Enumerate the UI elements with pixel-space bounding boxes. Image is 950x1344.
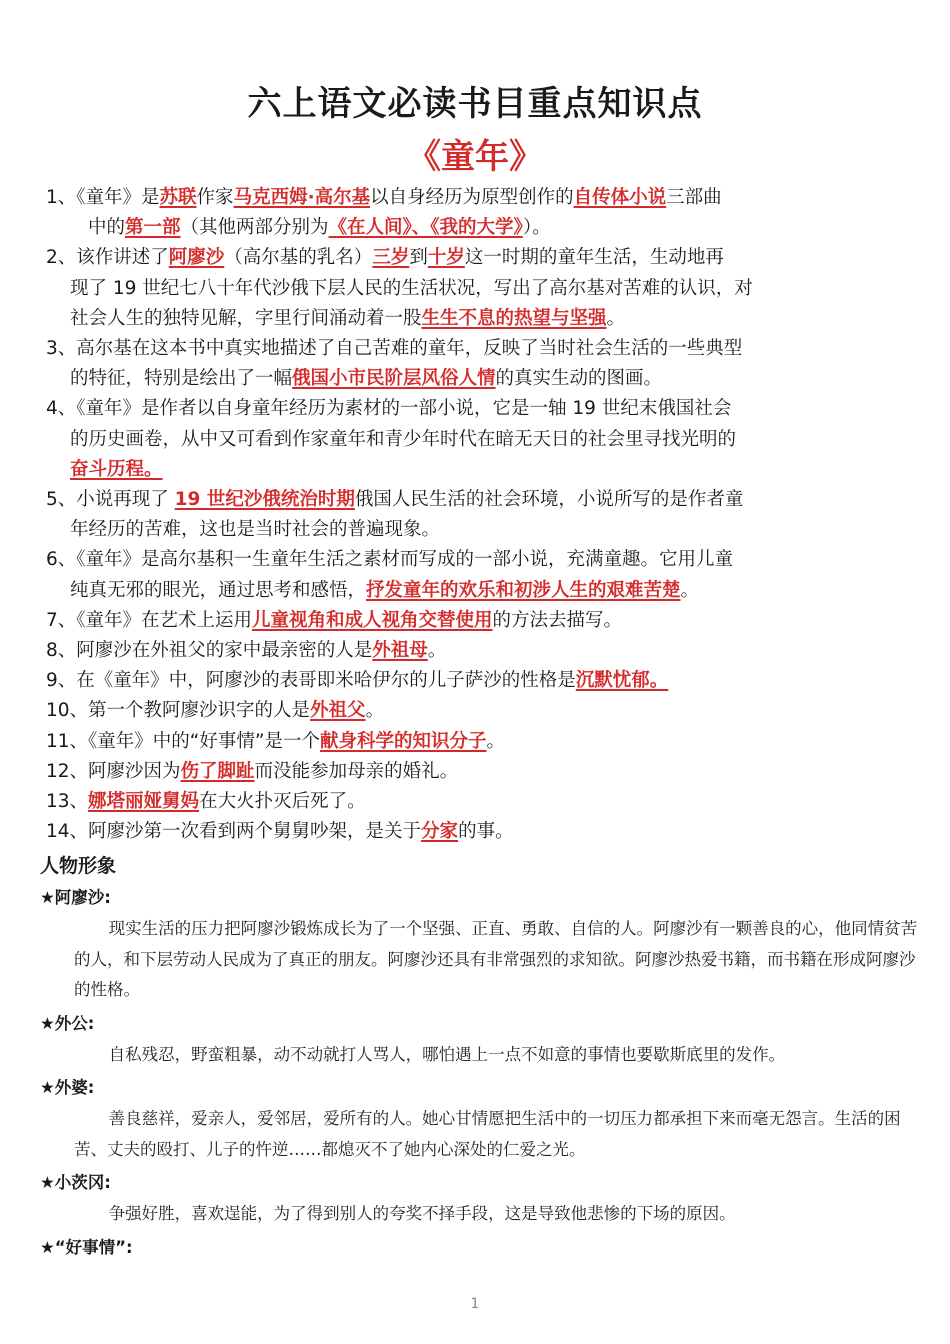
point-text: 2、该作讲述了 (46, 247, 169, 269)
point-text: 14、阿廖沙第一次看到两个舅舅吵架，是关于 (46, 821, 422, 843)
character-description: 善良慈祥，爱亲人，爱邻居，爱所有的人。她心甘情愿把生活中的一切压力都承担下来而毫无怨言。生活的困苦、丈夫的殴打、儿子的忤逆……都熄灭不了她内心深处的仁爱之光。 (74, 1109, 901, 1159)
point-line (46, 213, 906, 243)
highlight-text: 娜塔丽娅舅妈 (88, 791, 200, 813)
point-text: 以自身经历为原型创作的 (370, 187, 574, 208)
point-text: 社会人生的独特见解，字里行间涌动着一股 (70, 307, 422, 329)
point-text: 的历史画卷，从中又可看到作家童年和青少年时代在暗无天日的社会里寻找光明的 (70, 428, 737, 450)
point-line (46, 727, 906, 757)
point-line (46, 394, 906, 424)
highlight-text: 分家 (421, 821, 459, 843)
knowledge-point (46, 545, 906, 605)
knowledge-point (46, 817, 906, 847)
point-text: 。 (680, 579, 700, 601)
point-text: ）。 (522, 217, 551, 239)
highlight-text: 三岁 (372, 247, 410, 269)
knowledge-point (46, 334, 906, 394)
point-line (46, 757, 906, 787)
highlight-text: 外祖父 (310, 700, 366, 722)
point-text: 三部曲 (666, 187, 722, 208)
knowledge-point (46, 696, 906, 726)
point-line (46, 576, 906, 606)
point-text: 12、阿廖沙因为 (46, 760, 181, 782)
point-line (46, 787, 906, 817)
knowledge-point (46, 606, 906, 636)
point-text: 作家 (196, 187, 234, 208)
highlight-text: 19 世纪沙俄统治时期 (174, 489, 355, 511)
book-title: 《童年》 (407, 137, 543, 177)
point-text: 。 (427, 640, 447, 662)
knowledge-point (46, 666, 906, 696)
character-description: 争强好胜，喜欢逞能，为了得到别人的夸奖不择手段，这是导致他悲惨的下场的原因。 (108, 1204, 736, 1223)
knowledge-point (46, 636, 906, 666)
character-name: ★“好事情”: (40, 1237, 133, 1257)
point-text: 1、《童年》是 (46, 187, 160, 208)
highlight-text: 沉默忧郁。 (575, 670, 669, 692)
point-line (46, 274, 906, 304)
point-text: 的方法去描写。 (492, 609, 623, 631)
point-text: 13、 (46, 791, 89, 813)
highlight-text: 伤了脚趾 (180, 760, 255, 782)
character-name: ★小茨冈: (40, 1173, 111, 1192)
point-text: 4、《童年》是作者以自身童年经历为素材的一部小说，它是一轴 19 世纪末俄国社会 (46, 398, 732, 420)
knowledge-point (46, 757, 906, 787)
point-line (46, 636, 906, 666)
point-text: 在大火扑灭后死了。 (199, 791, 366, 813)
knowledge-point (46, 727, 906, 757)
page-title: 六上语文必读书目重点知识点 (247, 84, 703, 124)
knowledge-point (46, 394, 906, 485)
knowledge-point (46, 243, 906, 334)
character-name: ★阿廖沙: (40, 888, 111, 907)
point-text: （高尔基的乳名） (224, 247, 373, 269)
point-line (46, 455, 906, 485)
character-description: 自私残忍，野蛮粗暴，动不动就打人骂人，哪怕遇上一点不如意的事情也要歇斯底里的发作。 (108, 1044, 786, 1064)
highlight-text: 俄国小市民阶层风俗人情 (292, 368, 496, 390)
point-line (46, 364, 906, 394)
point-text: 这一时期的童年生活，生动地再 (464, 247, 724, 269)
highlight-text: 抒发童年的欢乐和初涉人生的艰难苦楚 (366, 579, 681, 601)
point-text: 的特征，特别是绘出了一幅 (70, 368, 293, 390)
highlight-text: 十岁 (427, 247, 465, 269)
highlight-text: 献身科学的知识分子 (319, 730, 487, 752)
point-text: 6、《童年》是高尔基积一生童年生活之素材而写成的一部小说，充满童趣。它用儿童 (46, 549, 734, 571)
point-line (46, 425, 906, 455)
characters-section-title: 人物形象 (40, 855, 117, 877)
point-text: 纯真无邪的眼光，通过思考和感悟， (70, 579, 367, 601)
character-description: 现实生活的压力把阿廖沙锻炼成长为了一个坚强、正直、勇敢、自信的人。阿廖沙有一颗善良的心，他同情贫苦的人，和下层劳动人民成为了真正的朋友。阿廖沙还具有非常强烈的求知欲。阿廖沙热爱书籍，而书籍在形成阿廖沙的性格。 (74, 919, 918, 999)
point-text: 11、《童年》中的“好事情”是一个 (46, 730, 320, 752)
highlight-text: 马克西姆·高尔基 (233, 187, 371, 208)
point-line (46, 485, 906, 515)
point-text: 。 (606, 307, 626, 329)
knowledge-point (46, 485, 906, 545)
point-line (46, 515, 906, 545)
point-text: 的真实生动的图画。 (495, 368, 663, 390)
point-text: 7、《童年》在艺术上运用 (46, 609, 253, 631)
point-line (46, 304, 906, 334)
character-name: ★外公: (40, 1013, 95, 1033)
characters-section (40, 852, 920, 1264)
point-text: 。 (365, 700, 385, 722)
page-number: 1 (470, 1296, 480, 1312)
point-text: 中的 (88, 217, 126, 239)
highlight-text: 奋斗历程。 (70, 458, 163, 480)
highlight-text: 阿廖沙 (168, 247, 225, 269)
point-text: 10、第一个教阿廖沙识字的人是 (46, 700, 311, 722)
point-text: 3、高尔基在这本书中真实地描述了自己苦难的童年，反映了当时社会生活的一些典型 (46, 338, 743, 360)
point-text: 5、小说再现了 (46, 489, 175, 511)
point-line (46, 606, 906, 636)
point-text: 9、在《童年》中，阿廖沙的表哥即米哈伊尔的儿子萨沙的性格是 (46, 670, 576, 692)
knowledge-point (46, 787, 906, 817)
point-text: 8、阿廖沙在外祖父的家中最亲密的人是 (46, 640, 373, 662)
point-line (46, 545, 906, 575)
highlight-text: 自传体小说 (573, 187, 667, 208)
point-line (46, 817, 906, 847)
character-name: ★外婆: (40, 1078, 95, 1097)
point-text: 。 (486, 730, 505, 752)
point-line (46, 696, 906, 726)
highlight-text: 生生不息的热望与坚强 (421, 307, 607, 329)
highlight-text: 第一部 (125, 217, 181, 239)
point-text: 到 (409, 247, 428, 269)
point-text: 而没能参加母亲的婚礼。 (254, 760, 459, 782)
point-text: （其他两部分别为 (180, 217, 329, 239)
characters-list (40, 886, 920, 1260)
point-text: 现了 19 世纪七八十年代沙俄下层人民的生活状况，写出了高尔基对苦难的认识，对 (70, 277, 753, 299)
point-line (46, 666, 906, 696)
highlight-text: 儿童视角和成人视角交替使用 (252, 609, 493, 631)
point-line (46, 334, 906, 364)
highlight-text: 外祖母 (372, 640, 428, 662)
knowledge-points-list (46, 183, 906, 847)
point-text: 俄国人民生活的社会环境，小说所写的是作者童 (354, 489, 744, 511)
point-line (46, 243, 906, 273)
knowledge-point (46, 183, 906, 243)
point-text: 的事。 (458, 821, 514, 843)
highlight-text: 苏联 (159, 187, 197, 208)
highlight-text: 《在人间》、《我的大学》 (328, 217, 523, 239)
point-line (46, 183, 906, 213)
point-text: 年经历的苦难，这也是当时社会的普遍现象。 (70, 519, 441, 541)
